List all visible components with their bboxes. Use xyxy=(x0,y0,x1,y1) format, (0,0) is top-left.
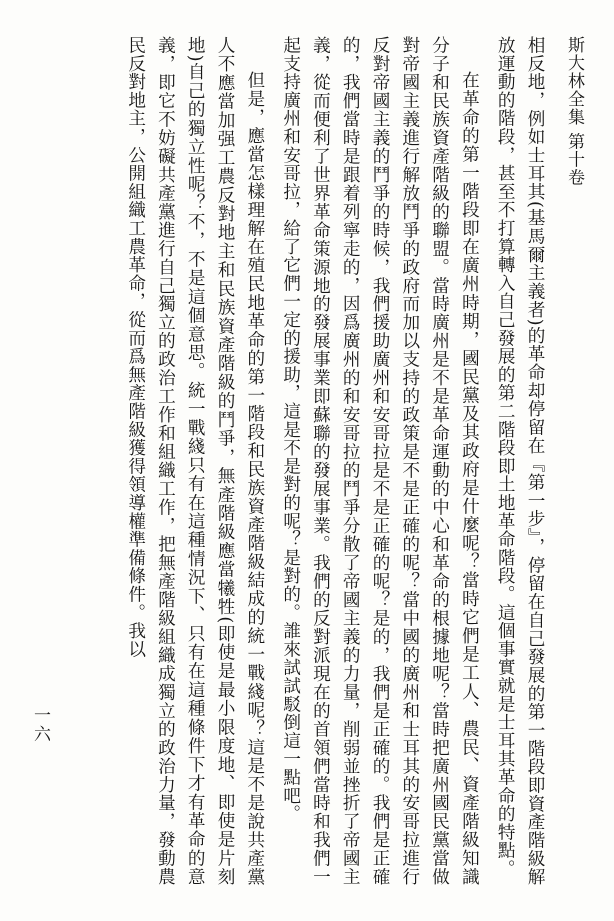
paragraph: 但是，應當怎樣理解在殖民地革命的第一階段和民族資產階級結成的統一戰綫呢？這是不是說共產黨人不應當加强工農反對地主和民族資產階級的鬥爭，無產階級應當犧牲(即使是最小限度地、即使是片刻地)自己的獨立性呢？不，不是這個意思。統一戰綫只有在這種情況下、只有在這種條件下才有革命的意義，即它不妨礙共產黨進行自己獨立的政治工作和組織工作，把無產階級組織成獨立的政治力量，發動農民反對地主，公開組織工農革命，從而爲無產階級獲得領導權準備條件。我以 xyxy=(125,36,265,886)
running-head: 斯大林全集 第十卷 xyxy=(564,36,584,187)
paragraph-continued: 相反地，例如士耳其(基馬爾主義者)的革命却停留在『第一步』，停留在自己發展的第一階段即資產階級解放運動的階段，甚至不打算轉入自己發展的第二階段即土地革命階段。這個事實就是士耳其革命的特點。 xyxy=(495,36,545,886)
body-text xyxy=(29,36,549,886)
page-number: 一六 xyxy=(30,706,50,744)
paragraph: 在革命的第一階段即在廣州時期，國民黨及其政府是什麼呢？當時它們是工人、農民、資產階級知識分子和民族資產階級的聯盟。當時廣州是不是革命運動的中心和革命的根據地呢？當時把廣州國民黨當做對帝國主義進行解放鬥爭的政府而加以支持的政策是不是正確的呢？當中國的廣州和士耳其的安哥拉進行反對帝國主義的鬥爭的時候，我們援助廣州和安哥拉是不是正確的呢？是的，我們是正確的。我們是正確的，我們當時是跟着列寧走的，因爲廣州的和安哥拉的鬥爭分散了帝國主義的力量，削弱並挫折了帝國主義，從而便利了世界革命策源地的發展事業即蘇聯的發展事業。我們的反對派現在的首領們當時和我們一起支持廣州和安哥拉，給了它們一定的援助，這是不是對的呢？是對的。誰來試試駁倒這一點吧。 xyxy=(280,36,480,886)
